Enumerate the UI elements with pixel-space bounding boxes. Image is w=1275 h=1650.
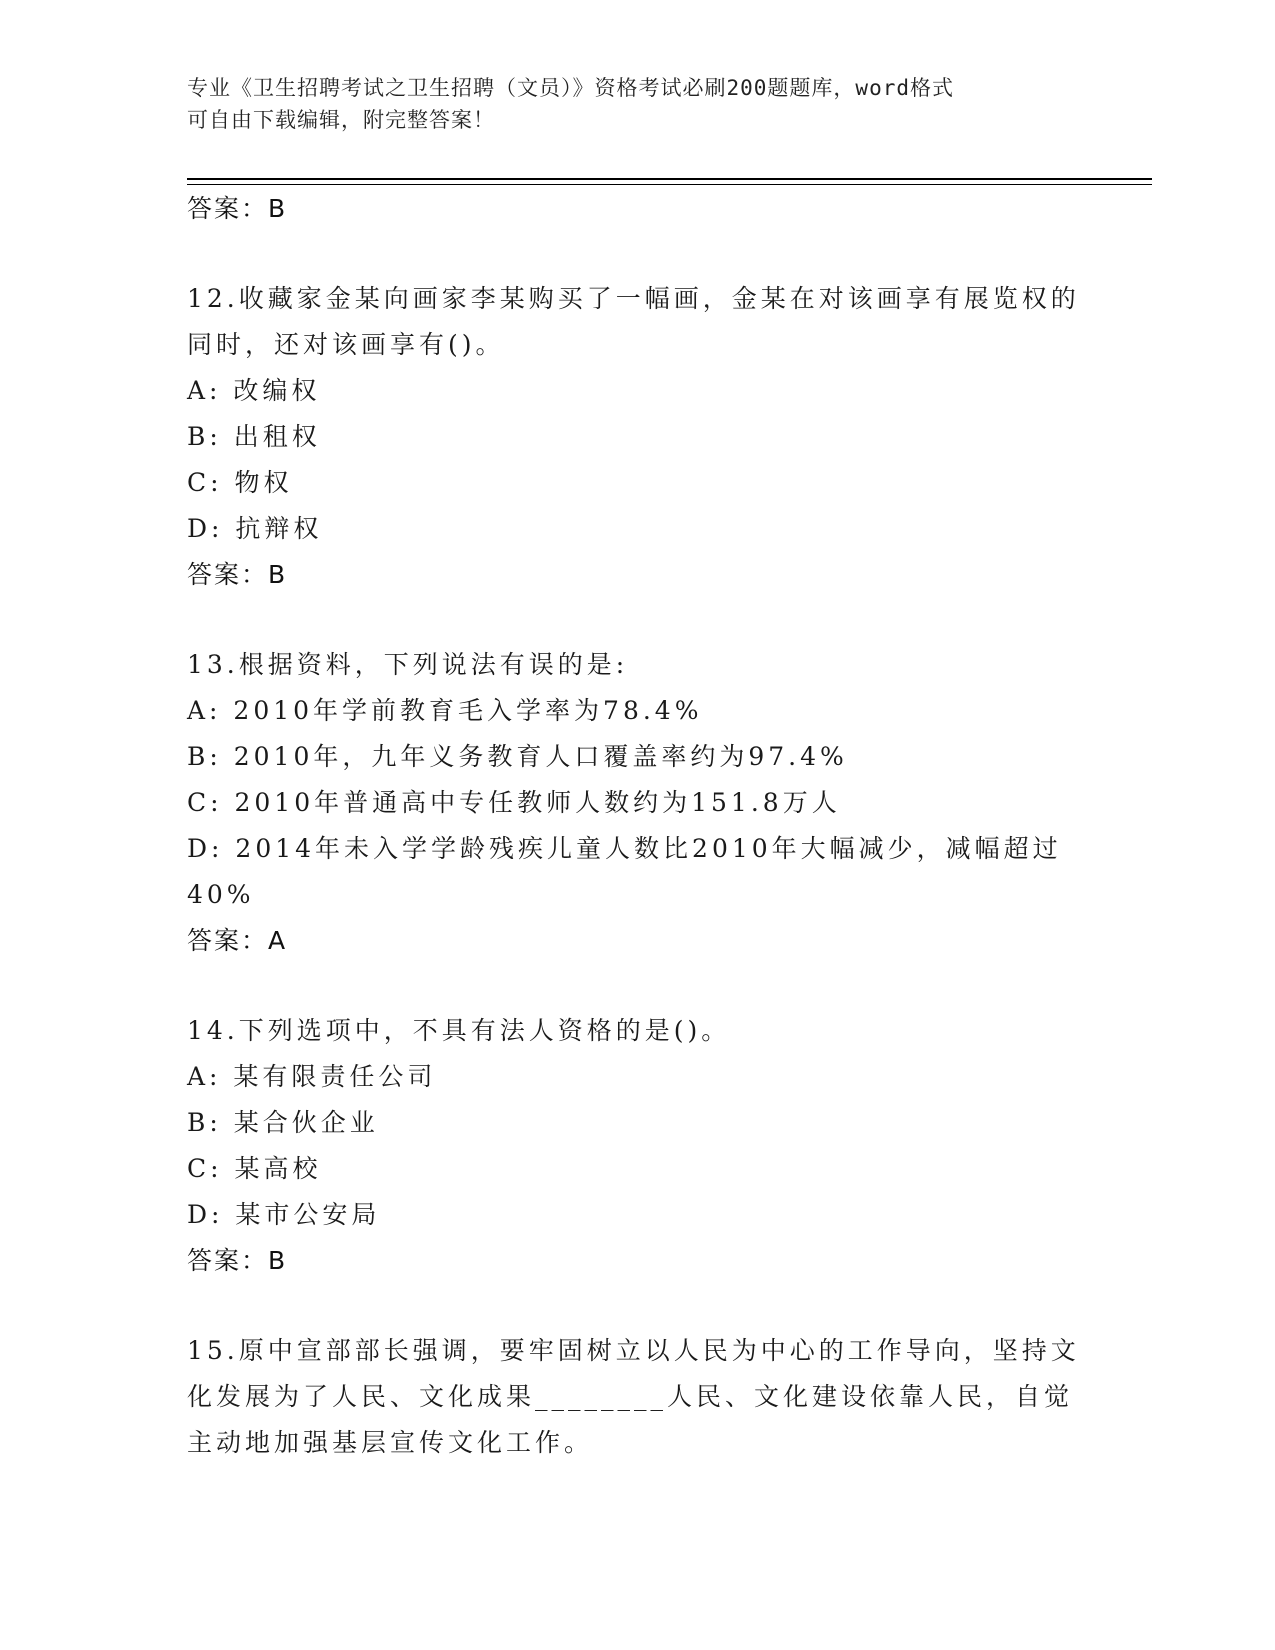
- option-d: D: 2014年未入学学龄残疾儿童人数比2010年大幅减少，减幅超过: [187, 834, 1062, 863]
- question-text-line: 主动地加强基层宣传文化工作。: [187, 1428, 594, 1457]
- spacer: [187, 232, 1087, 276]
- spacer: [187, 964, 1087, 1008]
- header-rule-thick: [187, 178, 1152, 180]
- question-text-line: 同时，还对该画享有()。: [187, 330, 505, 359]
- option-c: C: 某高校: [187, 1154, 322, 1183]
- header-rule-thin: [187, 184, 1152, 185]
- option-c: C: 物权: [187, 468, 293, 497]
- option-a: A: 2010年学前教育毛入学率为78.4%: [187, 696, 703, 725]
- document-header: [187, 72, 1067, 136]
- question-14: [187, 1008, 1087, 1284]
- document-body: [187, 186, 1087, 1466]
- option-d-continued: 40%: [187, 880, 255, 909]
- question-text-line: 13.根据资料，下列说法有误的是:: [187, 650, 629, 679]
- question-13: [187, 642, 1087, 964]
- spacer: [187, 598, 1087, 642]
- header-line-1: 专业《卫生招聘考试之卫生招聘（文员）》资格考试必刷200题题库，word格式: [187, 76, 954, 100]
- option-c: C: 2010年普通高中专任教师人数约为151.8万人: [187, 788, 841, 817]
- question-text-line: 15.原中宣部部长强调，要牢固树立以人民为中心的工作导向，坚持文: [187, 1336, 1080, 1365]
- question-12: [187, 276, 1087, 598]
- option-b: B: 某合伙企业: [187, 1108, 379, 1137]
- option-a: A: 改编权: [187, 376, 321, 405]
- question-text-line: 14.下列选项中，不具有法人资格的是()。: [187, 1016, 731, 1045]
- spacer: [187, 1284, 1087, 1328]
- answer: 答案：A: [187, 926, 288, 955]
- answer-q11: 答案：B: [187, 194, 288, 223]
- question-text-line: 12.收藏家金某向画家李某购买了一幅画，金某在对该画享有展览权的: [187, 284, 1080, 313]
- question-15: [187, 1328, 1087, 1466]
- option-b: B: 出租权: [187, 422, 321, 451]
- option-d: D: 某市公安局: [187, 1200, 381, 1229]
- option-b: B: 2010年，九年义务教育人口覆盖率约为97.4%: [187, 742, 848, 771]
- header-line-2: 可自由下载编辑，附完整答案！: [187, 108, 495, 132]
- answer: 答案：B: [187, 560, 288, 589]
- question-text-line: 化发展为了人民、文化成果________人民、文化建设依靠人民，自觉: [187, 1382, 1074, 1411]
- option-a: A: 某有限责任公司: [187, 1062, 437, 1091]
- option-d: D: 抗辩权: [187, 514, 323, 543]
- answer: 答案：B: [187, 1246, 288, 1275]
